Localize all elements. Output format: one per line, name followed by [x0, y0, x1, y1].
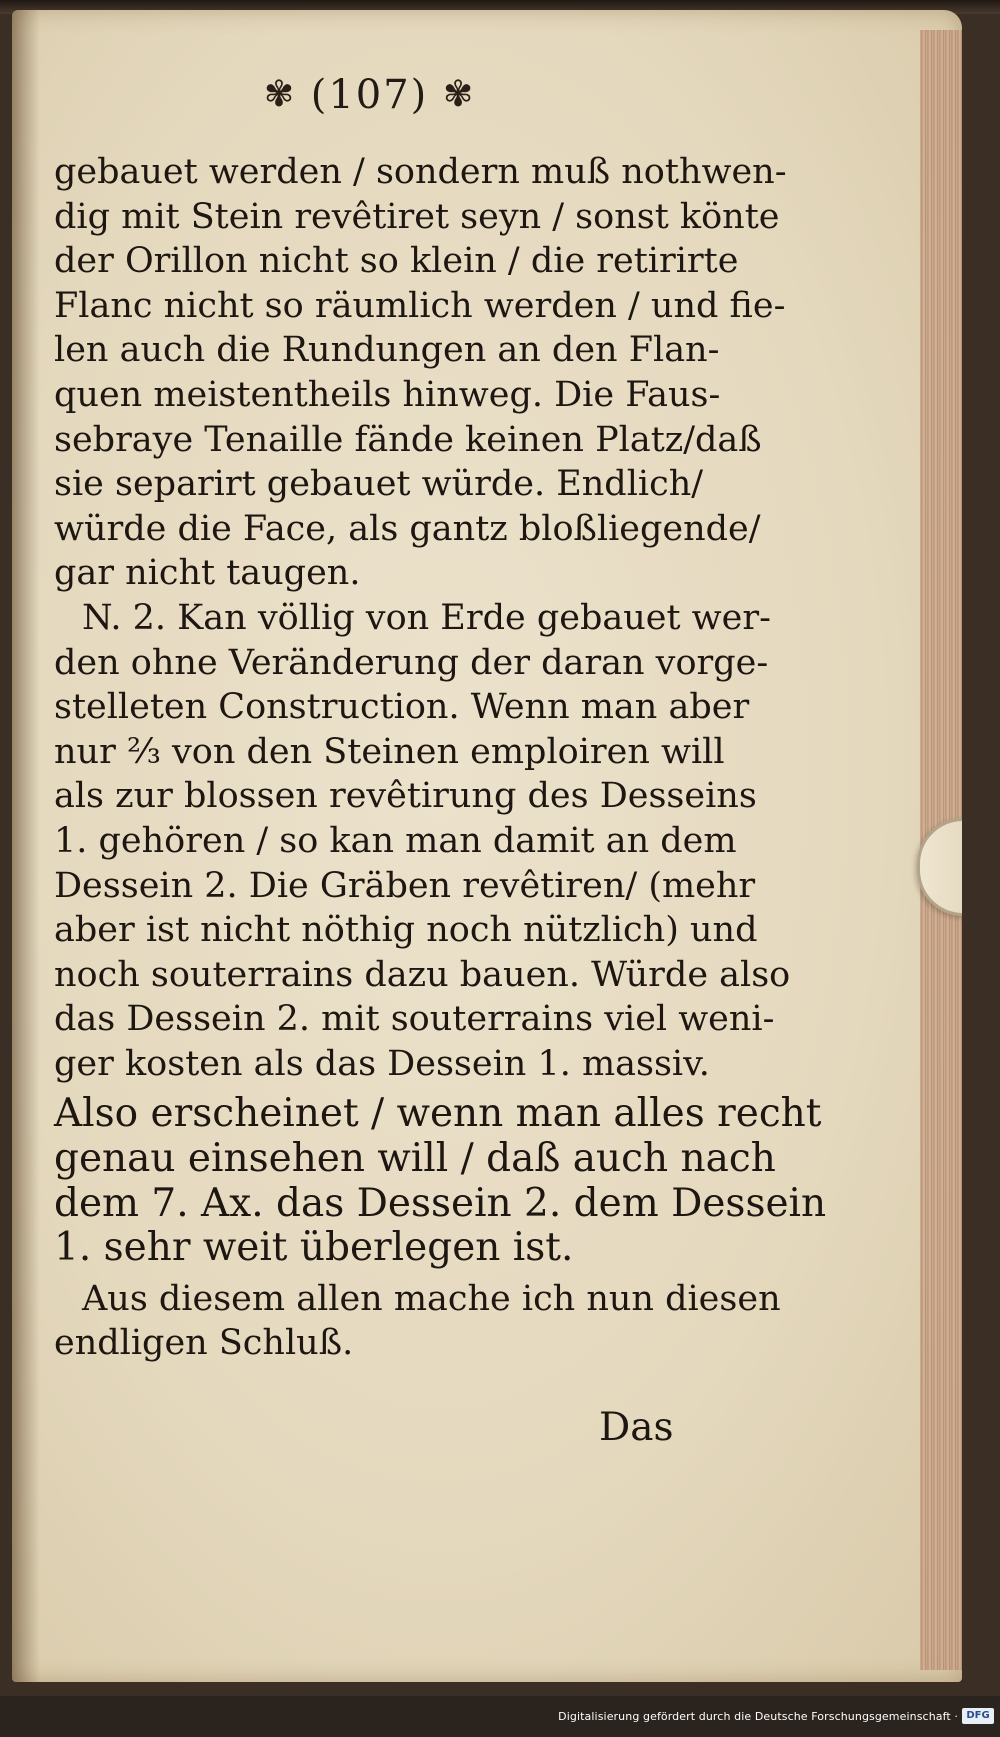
text-line: N. 2. Kan völlig von Erde gebauet wer- — [82, 597, 771, 638]
text-line: 1. sehr weit überlegen ist. — [54, 1225, 574, 1271]
text-line: aber ist nicht nöthig noch nützlich) und — [54, 910, 758, 951]
page-gutter-shadow — [12, 10, 40, 1682]
page-header — [257, 72, 482, 118]
text-line: len auch die Rundungen an den Flan- — [54, 330, 720, 371]
text-line: quen meistentheils hinweg. Die Faus- — [54, 374, 721, 415]
text-line: dem 7. Ax. das Dessein 2. dem Dessein — [54, 1180, 827, 1226]
text-line: stelleten Construction. Wenn man aber — [54, 687, 750, 728]
text-line: das Dessein 2. mit souterrains viel weni- — [54, 999, 775, 1040]
text-line: genau einsehen will / daß auch nach — [54, 1136, 776, 1182]
text-line: Flanc nicht so räumlich werden / und fie- — [54, 285, 786, 326]
dfg-logo: DFG — [962, 1708, 994, 1724]
text-line: gar nicht taugen. — [54, 553, 361, 594]
text-line: ger kosten als das Dessein 1. massiv. — [54, 1043, 710, 1084]
text-line: würde die Face, als gantz bloßliegende/ — [54, 508, 761, 549]
text-line: Dessein 2. Die Gräben revêtiren/ (mehr — [54, 865, 756, 906]
text-line: noch souterrains dazu bauen. Würde also — [54, 954, 791, 995]
page-number: (107) — [310, 72, 429, 118]
text-line: 1. gehören / so kan man damit an dem — [54, 820, 737, 861]
text-line: gebauet werden / sondern muß nothwen- — [54, 152, 787, 192]
text-line: Also erscheinet / wenn man alles recht — [54, 1091, 822, 1137]
catchword: Das — [599, 1405, 674, 1451]
text-line: nur ⅔ von den Steinen emploiren will — [54, 731, 725, 772]
book-page — [12, 10, 962, 1682]
rosette-ornament-left-icon: ✾ — [263, 74, 296, 115]
text-line: Aus diesem allen mache ich nun diesen — [82, 1278, 781, 1319]
text-line: den ohne Veränderung der daran vorge- — [54, 642, 769, 683]
text-line: sebraye Tenaille fände keinen Platz/daß — [54, 419, 762, 460]
text-line: endligen Schluß. — [54, 1323, 354, 1364]
body-text — [54, 150, 827, 1451]
footer-credit: Digitalisierung gefördert durch die Deutsche Forschungsgemeinschaft · — [558, 1710, 958, 1723]
rosette-ornament-right-icon: ✾ — [443, 74, 476, 115]
text-line: als zur blossen revêtirung des Desseins — [54, 776, 757, 817]
text-line: der Orillon nicht so klein / die retirirte — [54, 241, 739, 282]
text-line: sie separirt gebauet würde. Endlich/ — [54, 464, 704, 505]
text-line: dig mit Stein revêtiret seyn / sonst könte — [54, 196, 780, 237]
